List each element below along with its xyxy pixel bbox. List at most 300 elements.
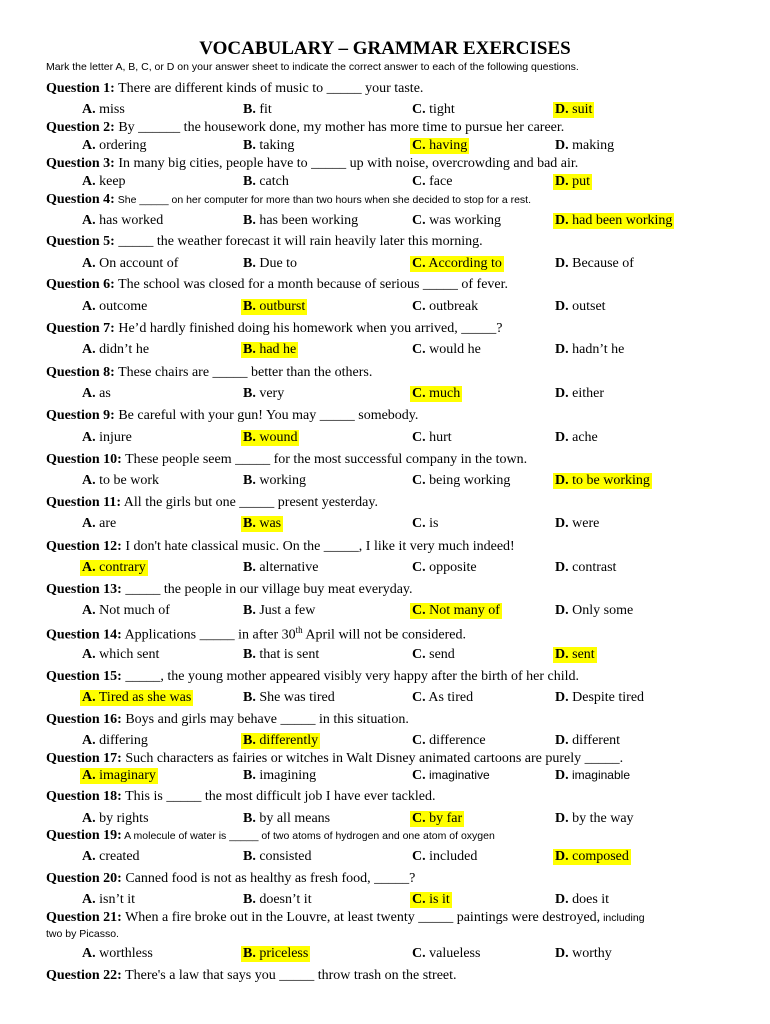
page-title: VOCABULARY – GRAMMAR EXERCISES [199,38,571,59]
question-stem: Applications _____ in after 30 [121,627,296,643]
option-text: as [95,386,111,401]
question-stem: A molecule of water is _____ of two atoms of hydrogen and one atom of oxygen [121,830,495,842]
option-letter: D. [555,174,569,189]
option-text: hurt [425,430,452,445]
question-5-option-a [80,256,180,272]
option-text: fit [255,102,272,117]
question-label: Question 8: [46,365,115,380]
question-19-option-a [80,849,142,865]
question-stem: There are different kinds of music to _____ your taste. [114,81,424,96]
option-text: alternative [255,560,319,575]
question-2-text [46,120,564,136]
option-letter: C. [412,647,426,662]
question-5-option-d [553,256,636,272]
option-letter: C. [412,473,426,488]
option-letter: D. [555,516,569,531]
question-11-option-c [410,516,440,532]
question-1-option-c [410,102,457,118]
question-3-option-c [410,174,454,190]
question-9-option-c [410,430,454,446]
option-letter: B. [243,299,256,314]
question-19-text [46,828,495,844]
option-text: different [568,733,621,748]
question-label: Question 13: [46,582,122,597]
question-stem: In many big cities, people have to _____ up with noise, overcrowding and bad air. [114,156,579,171]
option-text: was [255,516,282,531]
option-letter: C. [412,560,426,575]
question-21-text-continued: two by Picasso. [46,928,119,940]
option-text: has worked [95,213,164,228]
option-text: outcome [95,299,148,314]
option-text: contrast [568,560,617,575]
question-12-option-d [553,560,618,576]
option-letter: D. [555,603,569,618]
question-17-option-a [80,768,158,784]
option-text: Just a few [255,603,316,618]
option-letter: C. [412,946,426,961]
question-stem: He’d hardly finished doing his homework when you arrived, _____? [114,321,503,336]
option-letter: B. [243,473,256,488]
option-text: difference [425,733,486,748]
option-letter: A. [82,560,96,575]
question-17-option-d [553,768,632,784]
option-letter: B. [243,690,256,705]
question-label: Question 2: [46,120,115,135]
question-label: Question 20: [46,871,122,886]
option-text: composed [568,849,629,864]
option-letter: C. [412,299,426,314]
question-stem: These chairs are _____ better than the others. [114,365,373,380]
instructions: Mark the letter A, B, C, or D on your answer sheet to indicate the correct answer to each of the following questions. [46,61,579,73]
option-text: She was tired [255,690,335,705]
question-label: Question 11: [46,495,122,510]
question-16-option-b [241,733,320,749]
option-letter: D. [555,430,569,445]
question-stem: Canned food is not as healthy as fresh food, _____? [121,871,416,886]
option-letter: D. [555,892,569,907]
option-text: Despite tired [568,690,645,705]
question-10-option-b [241,473,308,489]
question-20-option-b [241,892,314,908]
option-letter: B. [243,342,256,357]
superscript: th [295,625,303,635]
question-17-option-b [241,768,318,784]
question-15-option-a [80,690,193,706]
question-5-text [46,234,483,250]
option-letter: A. [82,946,96,961]
question-12-text [46,539,515,555]
question-stem-end: April will not be considered. [302,627,466,643]
question-19-option-b [241,849,313,865]
question-9-option-b [241,430,299,446]
option-text: had been working [568,213,673,228]
option-letter: B. [243,603,256,618]
question-10-option-d [553,473,652,489]
question-7-option-d [553,342,626,358]
option-letter: C. [412,174,426,189]
option-text: much [425,386,461,401]
question-1-option-d [553,102,594,118]
question-19-option-d [553,849,631,865]
question-label: Question 22: [46,968,122,983]
option-letter: B. [243,102,256,117]
question-15-text [46,669,579,685]
question-12-option-b [241,560,320,576]
option-letter: B. [243,946,256,961]
option-letter: B. [243,733,256,748]
question-20-option-a [80,892,137,908]
question-stem: By ______ the housework done, my mother has more time to pursue her career. [114,120,565,135]
question-15-option-c [410,690,475,706]
option-letter: C. [412,138,426,153]
question-2-option-a [80,138,149,154]
option-text: As tired [425,690,474,705]
question-10-option-c [410,473,512,489]
question-16-text [46,712,409,728]
option-text: imagining [255,768,317,783]
question-17-option-c [410,768,492,784]
option-text: would he [425,342,481,357]
option-text: which sent [95,647,160,662]
option-letter: C. [412,386,426,401]
option-text: wound [255,430,298,445]
question-label: Question 6: [46,277,115,292]
question-4-option-c [410,213,503,229]
option-text: by rights [95,811,149,826]
question-13-option-c [410,603,502,619]
question-stem: _____, the young mother appeared visibly very happy after the birth of her child. [121,669,580,684]
question-3-text [46,156,578,172]
option-text: to be work [95,473,160,488]
option-letter: B. [243,811,256,826]
question-1-option-b [241,102,274,118]
option-text: On account of [95,256,179,271]
question-20-option-c [410,892,452,908]
question-1-text [46,81,423,97]
option-letter: D. [555,102,569,117]
option-text: outburst [255,299,306,314]
option-letter: A. [82,603,96,618]
option-letter: D. [555,849,569,864]
option-text: put [568,174,591,189]
question-stem: There's a law that says you _____ throw trash on the street. [121,968,457,983]
option-text: worthy [568,946,612,961]
option-text: outbreak [425,299,479,314]
question-15-option-b [241,690,337,706]
question-21-option-c [410,946,482,962]
option-text: by far [425,811,463,826]
option-letter: B. [243,138,256,153]
option-text: worthless [95,946,153,961]
option-letter: B. [243,213,256,228]
option-letter: D. [555,811,569,826]
question-3-option-d [553,174,592,190]
question-3-option-a [80,174,128,190]
question-12-option-c [410,560,479,576]
option-letter: A. [82,811,96,826]
option-letter: B. [243,386,256,401]
question-label: Question 7: [46,321,115,336]
option-letter: D. [555,213,569,228]
question-13-option-a [80,603,172,619]
option-letter: C. [412,892,426,907]
option-text: differently [255,733,319,748]
option-text: send [425,647,455,662]
question-16-option-c [410,733,488,749]
option-text: Not much of [95,603,170,618]
question-label: Question 18: [46,789,122,804]
question-7-option-c [410,342,483,358]
option-text: that is sent [255,647,320,662]
option-text: isn’t it [95,892,136,907]
question-8-option-d [553,386,606,402]
option-text: being working [425,473,511,488]
option-letter: A. [82,256,96,271]
question-stem: All the girls but one _____ present yesterday. [121,495,378,510]
option-text: doesn’t it [255,892,312,907]
question-6-option-b [241,299,307,315]
option-text: tight [425,102,455,117]
question-stem: Be careful with your gun! You may _____ somebody. [114,408,419,423]
option-text: imaginary [95,768,156,783]
option-text: keep [95,174,126,189]
option-letter: A. [82,647,96,662]
question-stem: Boys and girls may behave _____ in this situation. [121,712,409,727]
question-label: Question 12: [46,539,122,554]
option-letter: A. [82,430,96,445]
question-2-option-c [410,138,469,154]
option-letter: C. [412,690,426,705]
option-text: Due to [255,256,298,271]
option-text: Tired as she was [95,690,192,705]
option-letter: C. [412,849,426,864]
option-letter: D. [555,690,569,705]
option-letter: C. [412,342,426,357]
option-letter: D. [555,138,569,153]
option-letter: B. [243,849,256,864]
option-text: either [568,386,604,401]
option-text: very [255,386,285,401]
question-stem: She _____ on her computer for more than two hours when she decided to stop for a rest. [114,194,532,206]
option-text: catch [255,174,289,189]
option-text: by all means [255,811,331,826]
question-stem: The school was closed for a month because of serious _____ of fever. [114,277,509,292]
option-letter: A. [82,174,96,189]
question-label: Question 21: [46,910,122,925]
option-text: created [95,849,140,864]
question-stem: When a fire broke out in the Louvre, at least twenty _____ paintings were destroyed, [121,910,601,925]
option-text: was working [425,213,502,228]
question-13-text [46,582,413,598]
option-letter: A. [82,892,96,907]
question-5-option-b [241,256,299,272]
option-letter: D. [555,560,569,575]
option-letter: A. [82,102,96,117]
question-20-option-d [553,892,611,908]
question-label: Question 15: [46,669,122,684]
option-text: differing [95,733,148,748]
option-letter: D. [555,386,569,401]
question-label: Question 19: [46,828,122,843]
option-text: face [425,174,453,189]
option-text: working [255,473,307,488]
option-text: by the way [568,811,634,826]
question-6-text [46,277,508,293]
option-text: to be working [568,473,650,488]
question-13-option-b [241,603,317,619]
question-9-option-d [553,430,600,446]
option-letter: B. [243,256,256,271]
option-letter: A. [82,768,96,783]
question-stem: These people seem _____ for the most successful company in the town. [121,452,528,467]
option-text: had he [255,342,297,357]
question-stem: I don't hate classical music. On the _____, I like it very much indeed! [121,539,515,554]
option-text: opposite [425,560,477,575]
option-text: valueless [425,946,481,961]
option-letter: A. [82,733,96,748]
option-letter: A. [82,386,96,401]
question-21-text [46,910,645,926]
question-13-option-d [553,603,635,619]
option-letter: D. [555,768,569,783]
question-8-option-a [80,386,113,402]
option-text: priceless [255,946,309,961]
question-4-option-a [80,213,165,229]
option-text: contrary [95,560,146,575]
option-letter: D. [555,342,569,357]
question-6-option-a [80,299,149,315]
question-15-option-d [553,690,646,706]
question-stem: This is _____ the most difficult job I have ever tackled. [121,789,436,804]
option-letter: D. [555,647,569,662]
option-text: having [425,138,468,153]
question-label: Question 16: [46,712,122,727]
option-text: Only some [568,603,634,618]
question-18-option-b [241,811,332,827]
option-letter: C. [412,430,426,445]
option-letter: C. [412,768,426,783]
option-letter: B. [243,430,256,445]
option-text: does it [568,892,610,907]
option-letter: B. [243,516,256,531]
question-2-option-b [241,138,296,154]
option-text: hadn’t he [568,342,625,357]
question-11-text [46,495,378,511]
option-text: is [425,516,439,531]
question-18-option-a [80,811,151,827]
option-text: are [95,516,117,531]
question-label: Question 14: [46,627,122,643]
option-text: consisted [255,849,312,864]
question-20-text [46,871,415,887]
option-letter: D. [555,299,569,314]
option-letter: B. [243,892,256,907]
option-text: Not many of [425,603,500,618]
option-letter: A. [82,473,96,488]
question-22-text [46,968,457,984]
question-stem: _____ the weather forecast it will rain heavily later this morning. [114,234,483,249]
question-label: Question 4: [46,192,115,207]
question-4-option-b [241,213,360,229]
question-16-option-d [553,733,622,749]
question-2-option-d [553,138,616,154]
question-4-text [46,192,531,208]
question-14-option-d [553,647,597,663]
option-text: outset [568,299,606,314]
question-16-option-a [80,733,150,749]
question-stem: _____ the people in our village buy meat everyday. [121,582,413,597]
question-label: Question 9: [46,408,115,423]
option-letter: D. [555,946,569,961]
option-letter: D. [555,733,569,748]
option-text: included [425,849,478,864]
question-11-option-b [241,516,283,532]
option-text: ordering [95,138,147,153]
question-label: Question 10: [46,452,122,467]
question-18-option-c [410,811,464,827]
question-1-option-a [80,102,127,118]
question-6-option-d [553,299,608,315]
question-8-option-b [241,386,286,402]
option-text: were [568,516,600,531]
question-17-text [46,751,623,767]
option-text: ache [568,430,598,445]
option-text: is it [425,892,450,907]
option-letter: A. [82,690,96,705]
option-letter: A. [82,516,96,531]
option-letter: C. [412,213,426,228]
option-text: Because of [568,256,634,271]
question-label: Question 17: [46,751,122,766]
question-7-option-b [241,342,298,358]
option-letter: A. [82,138,96,153]
question-9-option-a [80,430,134,446]
question-21-option-d [553,946,614,962]
question-21-option-b [241,946,310,962]
question-14-option-c [410,647,457,663]
option-letter: C. [412,603,426,618]
question-14-option-a [80,647,161,663]
question-10-text [46,452,527,468]
option-letter: D. [555,473,569,488]
option-text: sent [568,647,595,662]
option-letter: B. [243,560,256,575]
option-text: taking [255,138,295,153]
option-letter: B. [243,768,256,783]
question-stem-small: including [600,912,645,924]
question-14-text [46,625,466,644]
option-text: miss [95,102,125,117]
question-5-option-c [410,256,504,272]
option-text: making [568,138,615,153]
question-8-option-c [410,386,462,402]
question-6-option-c [410,299,480,315]
option-letter: A. [82,299,96,314]
question-12-option-a [80,560,148,576]
option-letter: C. [412,102,426,117]
question-14-option-b [241,647,321,663]
question-label: Question 5: [46,234,115,249]
option-letter: C. [412,516,426,531]
question-7-text [46,321,502,337]
option-letter: C. [412,256,426,271]
option-text: injure [95,430,132,445]
option-letter: C. [412,733,426,748]
option-letter: D. [555,256,569,271]
option-text: According to [425,256,502,271]
question-19-option-c [410,849,479,865]
question-21-option-a [80,946,155,962]
